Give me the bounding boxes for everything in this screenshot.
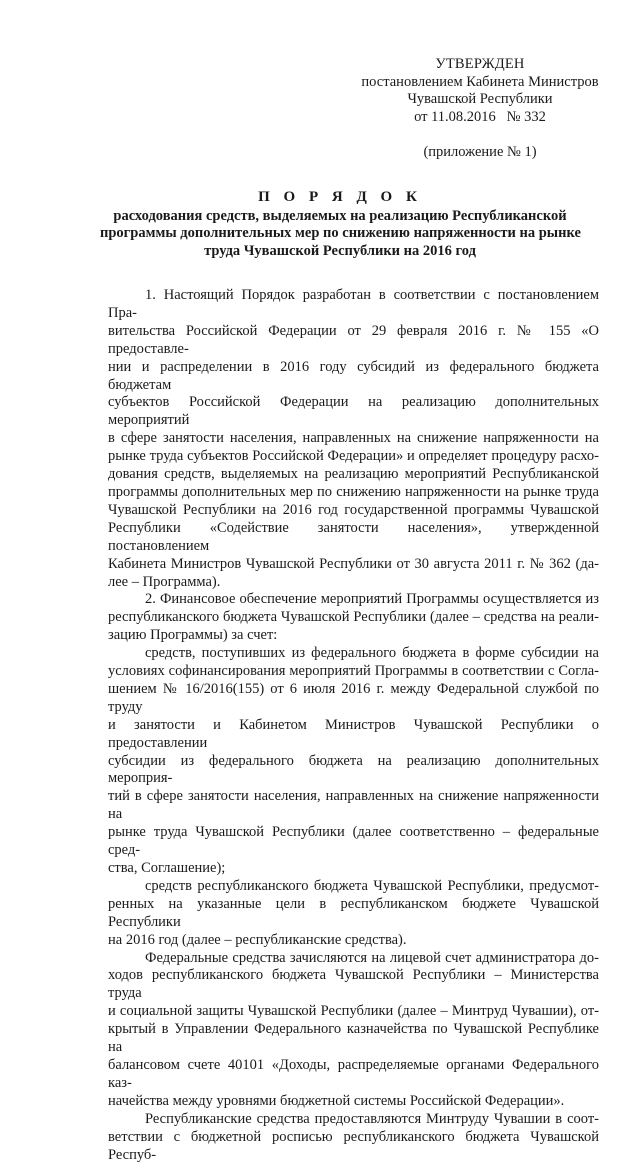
paragraph	[108, 950, 599, 1111]
paragraph-line: ренных на указанные цели в республиканском бюджете Чувашской Республики	[108, 895, 599, 930]
paragraph	[108, 287, 599, 591]
paragraph-line: и занятости и Кабинетом Министров Чувашской Республики о предоставлении	[108, 716, 599, 751]
approval-line-decree: постановлением Кабинета Министров	[361, 73, 599, 90]
paragraph-line: на 2016 год (далее – республиканские средства).	[108, 931, 407, 948]
paragraph-line: лее – Программа).	[108, 573, 221, 590]
paragraph-line: субсидии из федерального бюджета на реализацию дополнительных мероприя-	[108, 752, 599, 787]
paragraph-line: рынке труда Чувашской Республики (далее соответственно – федеральные сред-	[108, 824, 599, 859]
paragraph-line: дования средств, выделяемых на реализацию мероприятий Республиканской	[108, 466, 599, 483]
paragraph-line: ства, Соглашение);	[108, 860, 226, 876]
approval-title: УТВЕРЖДЕН	[435, 56, 525, 72]
paragraph-line: в сфере занятости населения, направленных на снижение напряженности на	[108, 430, 599, 447]
paragraph-line: республиканского бюджета Чувашской Республики (далее – средства на реали-	[108, 609, 599, 626]
document-body	[108, 287, 599, 1164]
paragraph	[108, 1111, 599, 1164]
paragraph	[108, 645, 599, 878]
paragraph-line: нии и распределении в 2016 году субсидий из федерального бюджета бюджетам	[108, 358, 599, 393]
paragraph-line: крытый в Управлении Федерального казначейства по Чувашской Республике на	[108, 1021, 599, 1056]
document-title	[100, 189, 580, 260]
approval-stamp-block	[360, 56, 600, 126]
paragraph	[108, 878, 599, 950]
paragraph-line: условиях софинансирования мероприятий Программы в соответствии с Согла-	[108, 663, 599, 680]
document-subtitle-line-1: расходования средств, выделяемых на реализацию Республиканской	[113, 207, 567, 224]
paragraph-line: шением № 16/2016(155) от 6 июля 2016 г. между Федеральной службой по труду	[108, 680, 599, 715]
paragraph-line: ходов республиканского бюджета Чувашской Республики – Министерства труда	[108, 967, 599, 1002]
paragraph	[108, 591, 599, 645]
document-subtitle-line-3: труда Чувашской Республики на 2016 год	[204, 242, 476, 259]
paragraph-line: Федеральные средства зачисляются на лицевой счет администратора до-	[145, 949, 599, 966]
paragraph-line: вительства Российской Федерации от 29 февраля 2016 г. № 155 «О предоставле-	[108, 322, 599, 357]
paragraph-line: ветствии с бюджетной росписью республиканского бюджета Чувашской Респуб-	[108, 1128, 599, 1163]
paragraph-line: Республиканские средства предоставляются Минтруду Чувашии в соот-	[145, 1110, 599, 1127]
approval-line-date-number: от 11.08.2016 № 332	[414, 108, 546, 125]
paragraph-line: и социальной защиты Чувашской Республики (далее – Минтруд Чувашии), от-	[108, 1003, 599, 1020]
annex-label: (приложение № 1)	[423, 144, 537, 160]
paragraph-line: Республики «Содействие занятости населения», утвержденной постановлением	[108, 519, 599, 554]
document-subtitle-line-2: программы дополнительных мер по снижению напряженности на рынке	[100, 225, 581, 241]
paragraph-line: средств, поступивших из федерального бюджета в форме субсидии на	[145, 645, 599, 662]
paragraph-line: программы дополнительных мер по снижению напряженности на рынке труда	[108, 483, 599, 500]
paragraph-line: 1. Настоящий Порядок разработан в соответствии с постановлением Пра-	[108, 287, 599, 321]
paragraph-line: зацию Программы) за счет:	[108, 627, 278, 644]
approval-line-republic: Чувашской Республики	[407, 91, 553, 107]
paragraph-line: рынке труда субъектов Российской Федерации» и определяет процедуру расхо-	[108, 448, 599, 465]
paragraph-line: тий в сфере занятости населения, направленных на снижение напряженности на	[108, 788, 599, 823]
paragraph-line: балансовом счете 40101 «Доходы, распределяемые органами Федерального каз-	[108, 1056, 599, 1091]
paragraph-line: Чувашской Республики на 2016 год государственной программы Чувашской	[108, 501, 599, 518]
paragraph-line: 2. Финансовое обеспечение мероприятий Программы осуществляется из	[145, 591, 599, 608]
document-heading: П О Р Я Д О К	[258, 189, 422, 205]
paragraph-line: средств республиканского бюджета Чувашской Республики, предусмот-	[145, 877, 599, 894]
paragraph-line: Кабинета Министров Чувашской Республики от 30 августа 2011 г. № 362 (да-	[108, 555, 599, 572]
paragraph-line: субъектов Российской Федерации на реализацию дополнительных мероприятий	[108, 394, 599, 429]
paragraph-line: начейства между уровнями бюджетной системы Российской Федерации».	[108, 1092, 565, 1109]
